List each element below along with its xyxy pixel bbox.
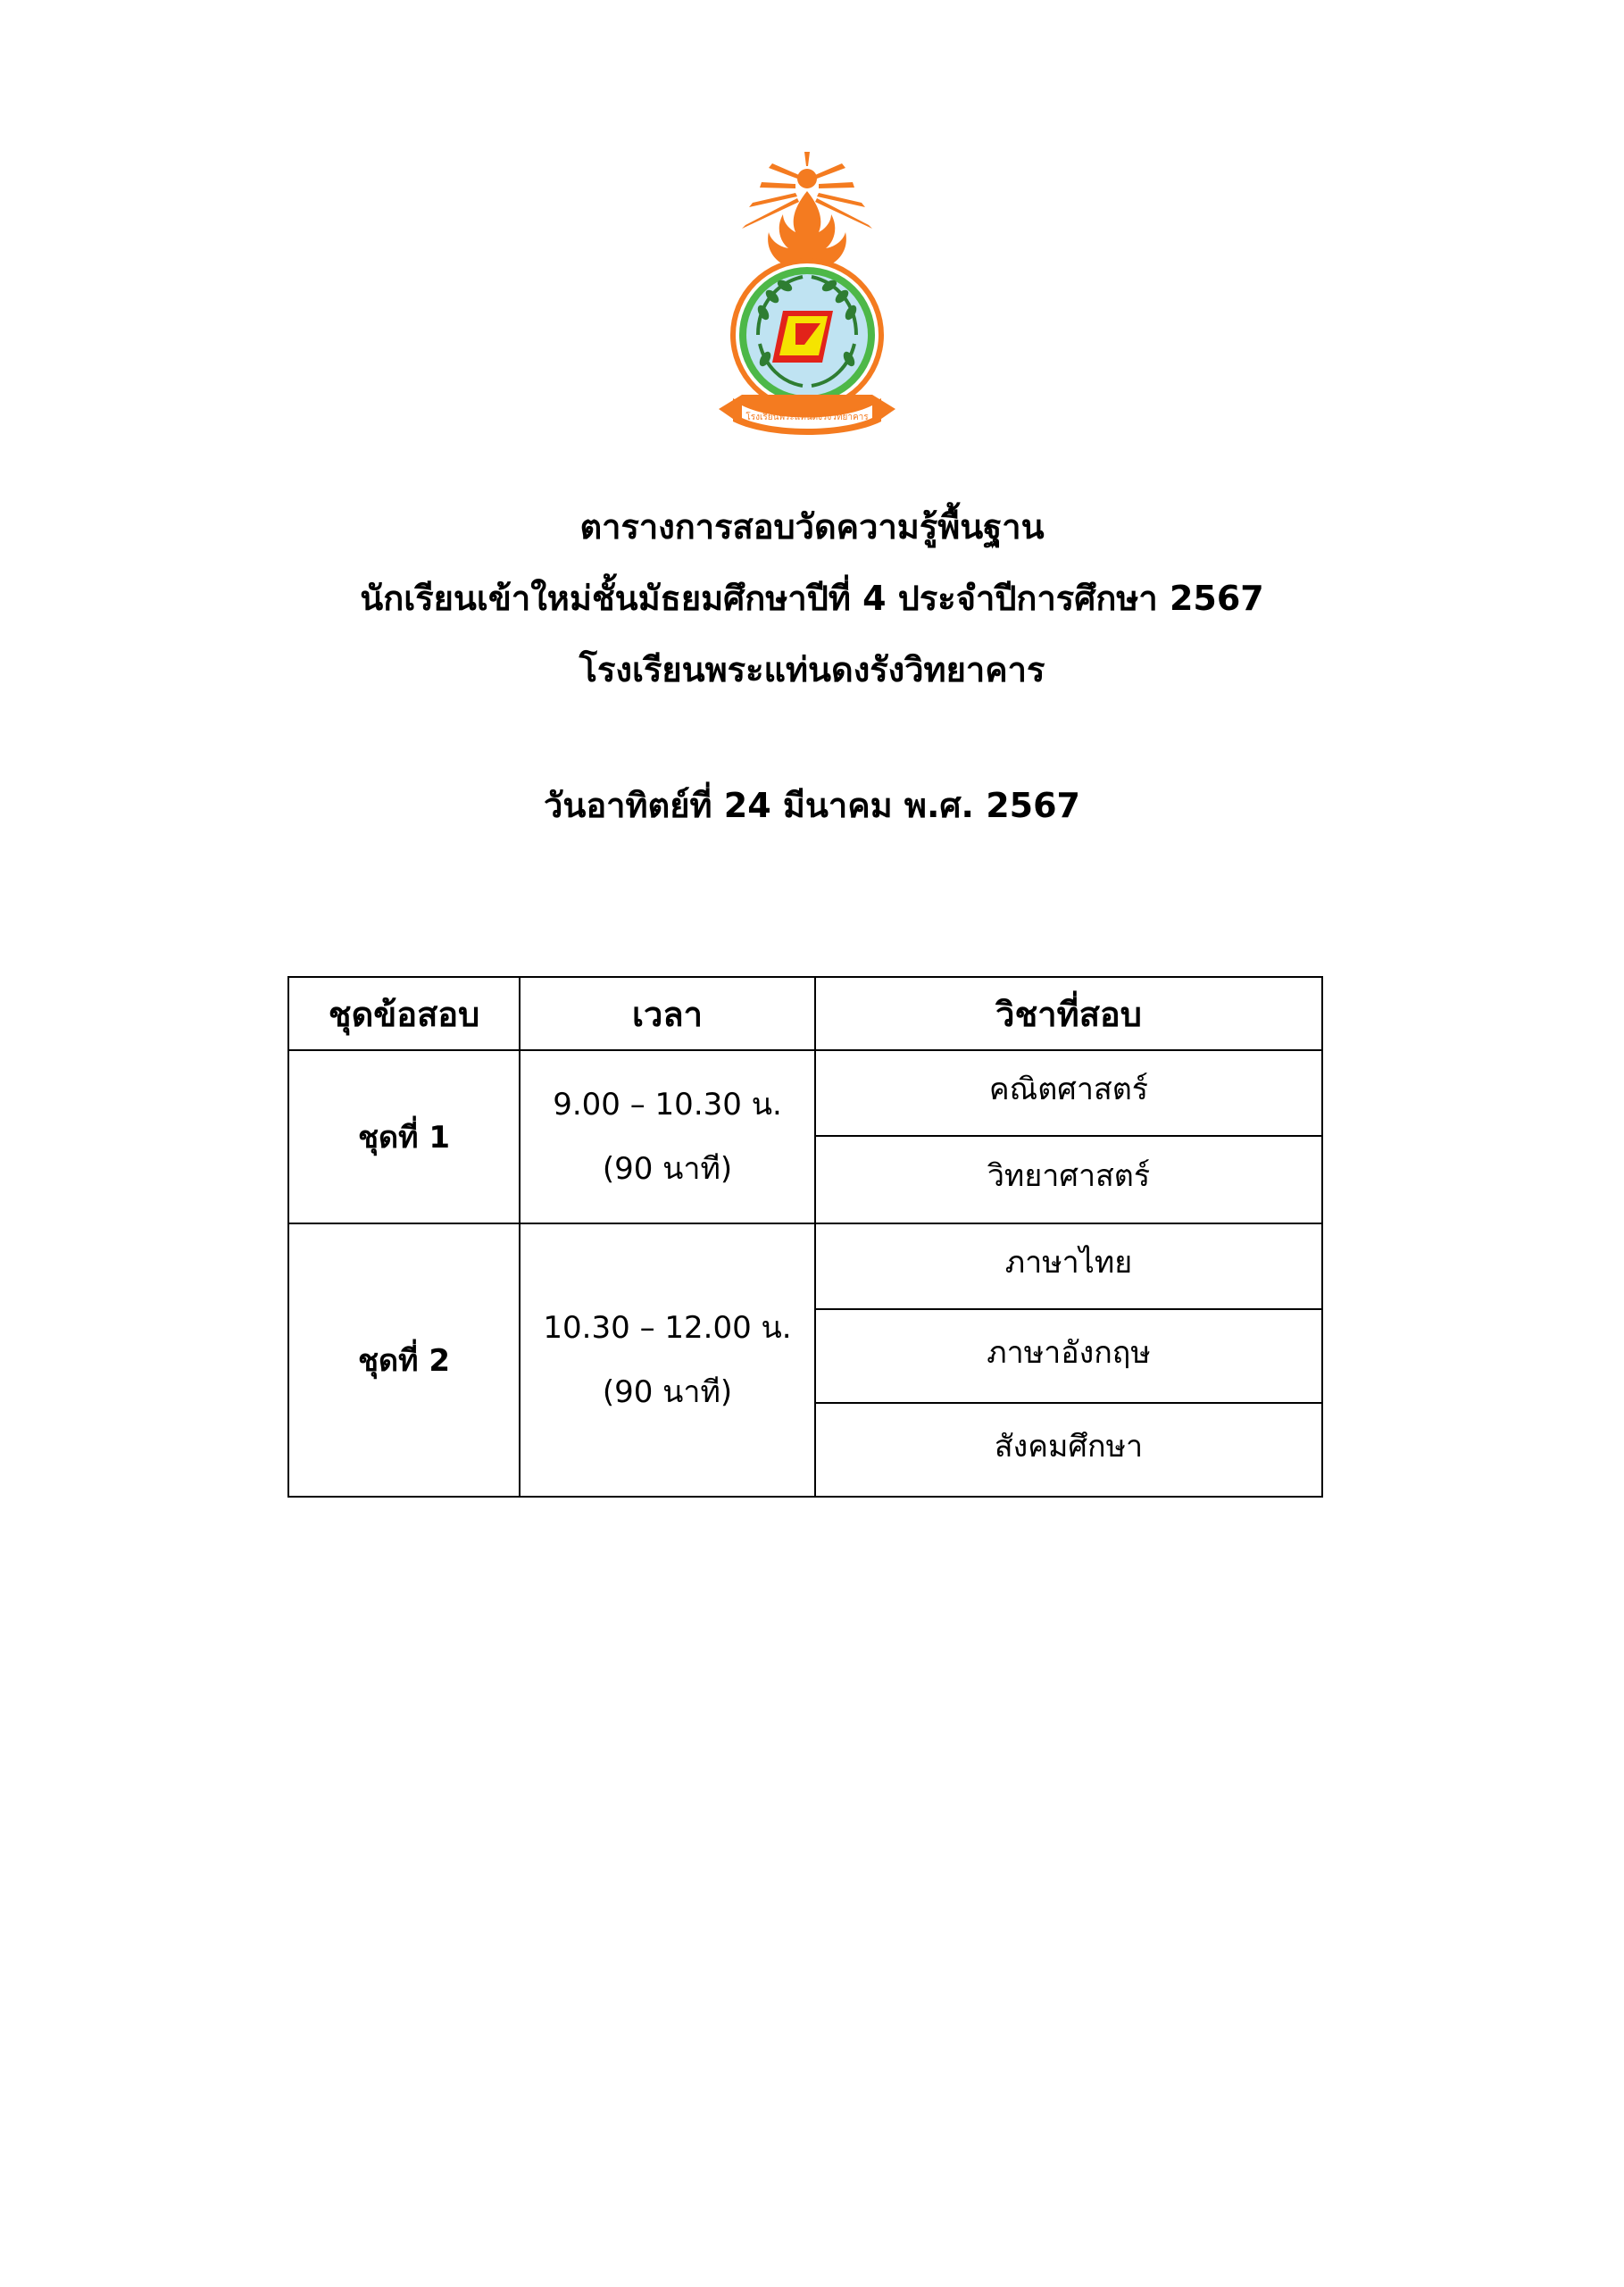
set-1-time: 9.00 – 10.30 น. <box>553 1087 782 1123</box>
school-emblem <box>706 152 908 447</box>
set-1-label: ชุดที่ 1 <box>288 1050 520 1223</box>
set-1-time-cell <box>520 1050 815 1223</box>
subject-science: วิทยาศาสตร์ <box>815 1136 1322 1223</box>
header-exam-set: ชุดข้อสอบ <box>288 977 520 1050</box>
subject-social-studies: สังคมศึกษา <box>815 1403 1322 1497</box>
subject-english: ภาษาอังกฤษ <box>815 1309 1322 1403</box>
set-2-time-cell <box>520 1223 815 1497</box>
emblem-banner-text: โรงเรียนพระแท่นดงรังวิทยาคาร <box>745 413 869 422</box>
title-line-1: ตารางการสอบวัดความรู้พื้นฐาน <box>579 507 1045 547</box>
header-subject: วิชาที่สอบ <box>815 977 1322 1050</box>
title-line-2: นักเรียนเข้าใหม่ชั้นมัธยมศึกษาปีที่ 4 ประจำปีการศึกษา 2567 <box>360 579 1264 618</box>
subject-math: คณิตศาสตร์ <box>815 1050 1322 1136</box>
table-row <box>288 1050 1322 1136</box>
subject-thai: ภาษาไทย <box>815 1223 1322 1309</box>
set-1-duration: (90 นาที) <box>602 1151 733 1187</box>
table-header-row <box>288 977 1322 1050</box>
set-2-label: ชุดที่ 2 <box>288 1223 520 1497</box>
school-emblem-graphic <box>706 152 908 447</box>
book-icon <box>772 311 833 363</box>
exam-date: วันอาทิตย์ที่ 24 มีนาคม พ.ศ. 2567 <box>544 786 1080 825</box>
title-line-3: โรงเรียนพระแท่นดงรังวิทยาคาร <box>579 650 1045 689</box>
exam-schedule-table <box>287 976 1323 1498</box>
header-time: เวลา <box>520 977 815 1050</box>
set-2-duration: (90 นาที) <box>602 1374 733 1410</box>
table-row <box>288 1223 1322 1309</box>
set-2-time: 10.30 – 12.00 น. <box>543 1310 792 1346</box>
